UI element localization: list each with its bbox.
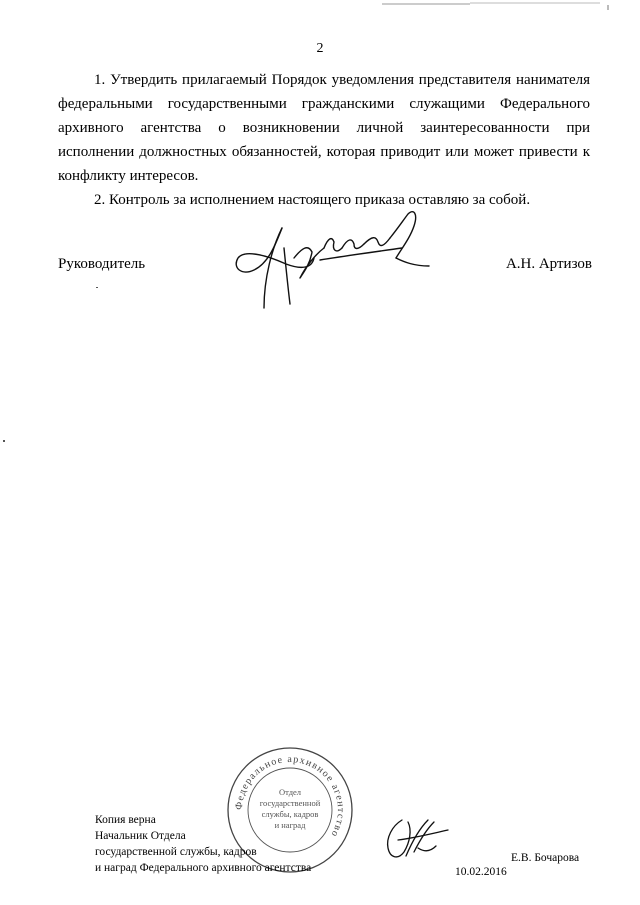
stamp-center-line: государственной — [259, 798, 321, 808]
stamp-center-line: службы, кадров — [261, 809, 319, 819]
stamp-ring-text: Федеральное архивное агентство — [233, 753, 347, 840]
order-paragraph-2: 2. Контроль за исполнением настоящего приказа оставляю за собой. — [94, 192, 531, 208]
handwritten-signature-copy — [384, 812, 456, 868]
stamp-center-line: Отдел — [278, 787, 302, 797]
copy-signer-name: Е.В. Бочарова — [511, 852, 580, 864]
copy-line: государственной службы, кадров — [95, 846, 257, 858]
scan-speck — [96, 287, 98, 288]
order-paragraph-1: 1. Утвердить прилагаемый Порядок уведомления представителя нанимателя федеральными государственными гражданскими служащими Федерального архивного агентства о возникновении личной заинтересованности при исполнении должностных обязанностей, которая приводит или может привести к конфликту интересов. — [58, 72, 590, 184]
copy-date: 10.02.2016 — [455, 866, 507, 878]
order-body — [58, 68, 590, 212]
scan-artifact-lines — [0, 0, 640, 20]
copy-line: Начальник Отдела — [95, 830, 186, 842]
stamp-center-line: и наград — [274, 820, 306, 830]
signatory-name: А.Н. Артизов — [505, 256, 592, 272]
signatory-role: Руководитель — [58, 256, 146, 272]
copy-line: и наград Федерального архивного агентства — [95, 862, 312, 874]
handwritten-signature-main — [224, 208, 444, 318]
page-number: 2 — [316, 41, 324, 56]
copy-certification-block — [95, 812, 311, 876]
copy-line: Копия верна — [95, 814, 156, 826]
scan-speck — [3, 440, 5, 442]
